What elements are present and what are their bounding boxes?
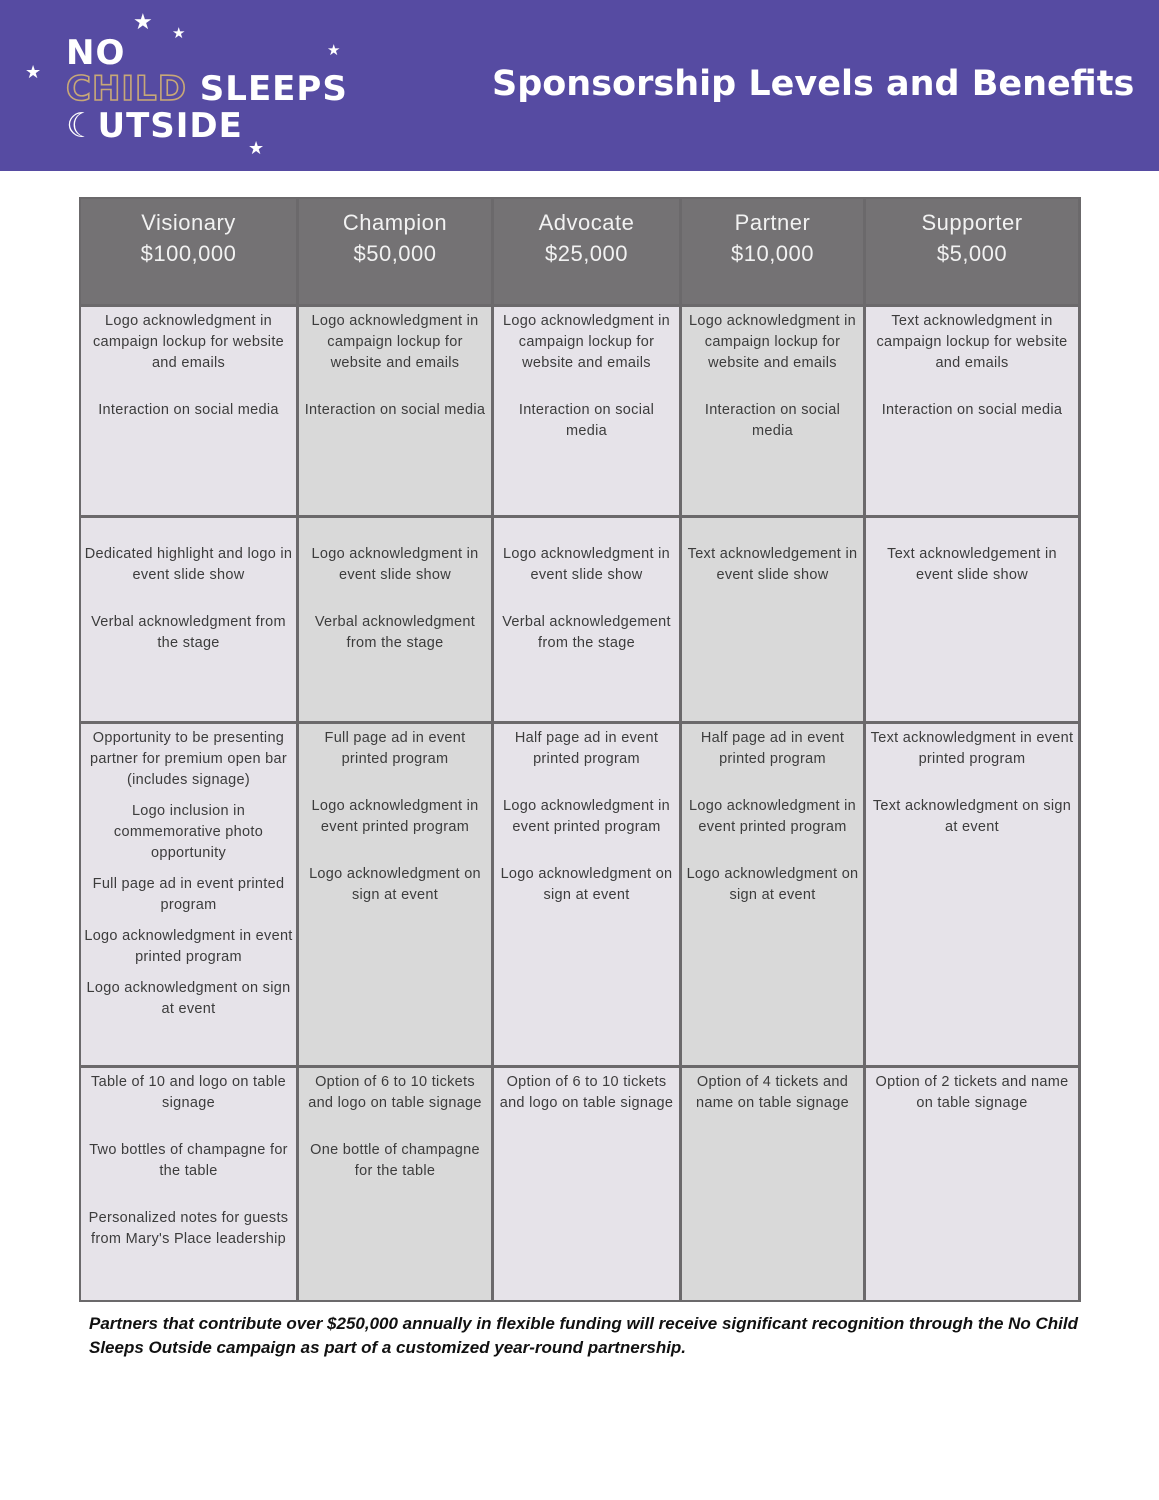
benefit-item: Text acknowledgement in event slide show [687, 546, 858, 583]
benefit-cell [299, 1068, 491, 1300]
tier-name: Visionary [141, 210, 236, 235]
benefit-item: Logo acknowledgment in campaign lockup for website and emails [311, 313, 479, 371]
benefit-item: Option of 6 to 10 tickets and logo on table signage [308, 1074, 482, 1111]
benefit-item: Option of 2 tickets and name on table signage [875, 1074, 1069, 1111]
benefit-cell [494, 307, 679, 515]
benefit-item: Logo acknowledgment on sign at event [86, 980, 291, 1017]
tier-amount: $100,000 [140, 241, 237, 266]
tier-header-1 [81, 199, 296, 304]
benefit-item: Logo acknowledgment in event printed program [84, 928, 293, 965]
benefit-cell [866, 724, 1078, 1065]
benefit-item: Logo acknowledgment on sign at event [500, 866, 673, 903]
star-icon: ★ [25, 62, 42, 83]
moon-icon: ☾ [66, 106, 98, 146]
benefit-item: Logo acknowledgment in event printed program [502, 798, 670, 835]
star-icon: ★ [327, 41, 341, 59]
benefit-cell [299, 724, 491, 1065]
benefit-cell [866, 518, 1078, 721]
benefit-item: Verbal acknowledgment from the stage [91, 614, 286, 651]
tier-name: Supporter [921, 210, 1023, 235]
star-icon: ★ [133, 10, 153, 35]
benefit-item: Half page ad in event printed program [700, 730, 845, 767]
benefit-item: Logo acknowledgment in campaign lockup for website and emails [502, 313, 670, 371]
benefit-cell [81, 724, 296, 1065]
tier-name: Champion [342, 210, 448, 235]
benefit-cell [81, 518, 296, 721]
logo-line-outside [66, 106, 243, 146]
logo-line-child-sleeps [66, 69, 348, 109]
benefit-item: Verbal acknowledgement from the stage [502, 614, 671, 651]
benefit-item: Personalized notes for guests from Mary's Place leadership [88, 1210, 289, 1247]
benefit-item: Verbal acknowledgment from the stage [314, 614, 476, 651]
benefit-item: One bottle of champagne for the table [310, 1142, 480, 1179]
benefit-item: Dedicated highlight and logo in event slide show [84, 546, 293, 583]
benefit-item: Interaction on social media [704, 402, 841, 439]
benefit-cell [494, 518, 679, 721]
benefit-item: Two bottles of champagne for the table [89, 1142, 288, 1179]
benefit-item: Logo acknowledgment in event slide show [502, 546, 670, 583]
page-title: Sponsorship Levels and Benefits [492, 64, 1135, 104]
benefit-item: Logo acknowledgment on sign at event [686, 866, 859, 903]
footnote: Partners that contribute over $250,000 annually in flexible funding will receive significant recognition through the No Child Sleeps Outside campaign as part of a customized year-round partnership. [89, 1314, 1079, 1357]
benefit-item: Logo acknowledgment in event slide show [311, 546, 479, 583]
benefit-item: Logo acknowledgment in event printed program [688, 798, 856, 835]
tier-header-3 [494, 199, 679, 304]
logo-line-no: NO [66, 33, 126, 73]
tier-amount: $50,000 [353, 241, 437, 266]
star-icon: ★ [248, 138, 265, 159]
benefit-cell [299, 307, 491, 515]
benefit-item: Logo acknowledgment in campaign lockup for website and emails [92, 313, 285, 371]
benefit-item: Interaction on social media [98, 402, 279, 418]
benefit-item: Logo acknowledgment in campaign lockup for website and emails [688, 313, 856, 371]
benefit-item: Option of 6 to 10 tickets and logo on table signage [499, 1074, 674, 1111]
benefit-item: Logo acknowledgment in event printed program [311, 798, 479, 835]
benefit-item: Opportunity to be presenting partner for premium open bar (includes signage) [90, 730, 287, 788]
benefit-cell [682, 1068, 863, 1300]
benefit-cell [682, 724, 863, 1065]
benefit-cell [81, 307, 296, 515]
benefit-item: Table of 10 and logo on table signage [91, 1074, 286, 1111]
benefit-cell [682, 307, 863, 515]
tier-amount: $10,000 [730, 241, 815, 266]
star-icon: ★ [172, 24, 186, 42]
tier-name: Advocate [538, 210, 635, 235]
page-header [0, 0, 1159, 171]
benefit-item: Text acknowledgment in event printed program [870, 730, 1074, 767]
benefit-cell [299, 518, 491, 721]
tier-header-5 [866, 199, 1078, 304]
benefit-item: Logo inclusion in commemorative photo opportunity [113, 803, 264, 861]
benefit-cell [494, 1068, 679, 1300]
benefit-item: Text acknowledgment in campaign lockup for website and emails [876, 313, 1068, 371]
tier-header-4 [682, 199, 863, 304]
benefit-cell [866, 307, 1078, 515]
sponsorship-table [79, 197, 1081, 1302]
tier-name: Partner [734, 210, 811, 235]
benefit-item: Option of 4 tickets and name on table signage [695, 1074, 850, 1111]
benefit-item: Half page ad in event printed program [514, 730, 659, 767]
benefit-item: Interaction on social media [881, 402, 1063, 418]
logo-word-sleeps: SLEEPS [199, 69, 348, 109]
tier-amount: $5,000 [936, 241, 1008, 266]
benefit-cell [494, 724, 679, 1065]
benefit-item: Full page ad in event printed program [92, 876, 285, 913]
benefit-cell [81, 1068, 296, 1300]
tier-amount: $25,000 [544, 241, 629, 266]
benefit-cell [682, 518, 863, 721]
benefit-item: Interaction on social media [304, 402, 486, 418]
logo-word-outside: UTSIDE [97, 106, 243, 146]
tier-header-2 [299, 199, 491, 304]
benefit-item: Logo acknowledgment on sign at event [309, 866, 481, 903]
benefit-cell [866, 1068, 1078, 1300]
benefit-item: Text acknowledgement in event slide show [887, 546, 1057, 583]
logo-word-child: CHILD [66, 69, 187, 109]
benefit-item: Text acknowledgment on sign at event [872, 798, 1072, 835]
benefit-item: Interaction on social media [518, 402, 655, 439]
benefit-item: Full page ad in event printed program [324, 730, 466, 767]
no-child-sleeps-outside-logo [66, 33, 356, 146]
